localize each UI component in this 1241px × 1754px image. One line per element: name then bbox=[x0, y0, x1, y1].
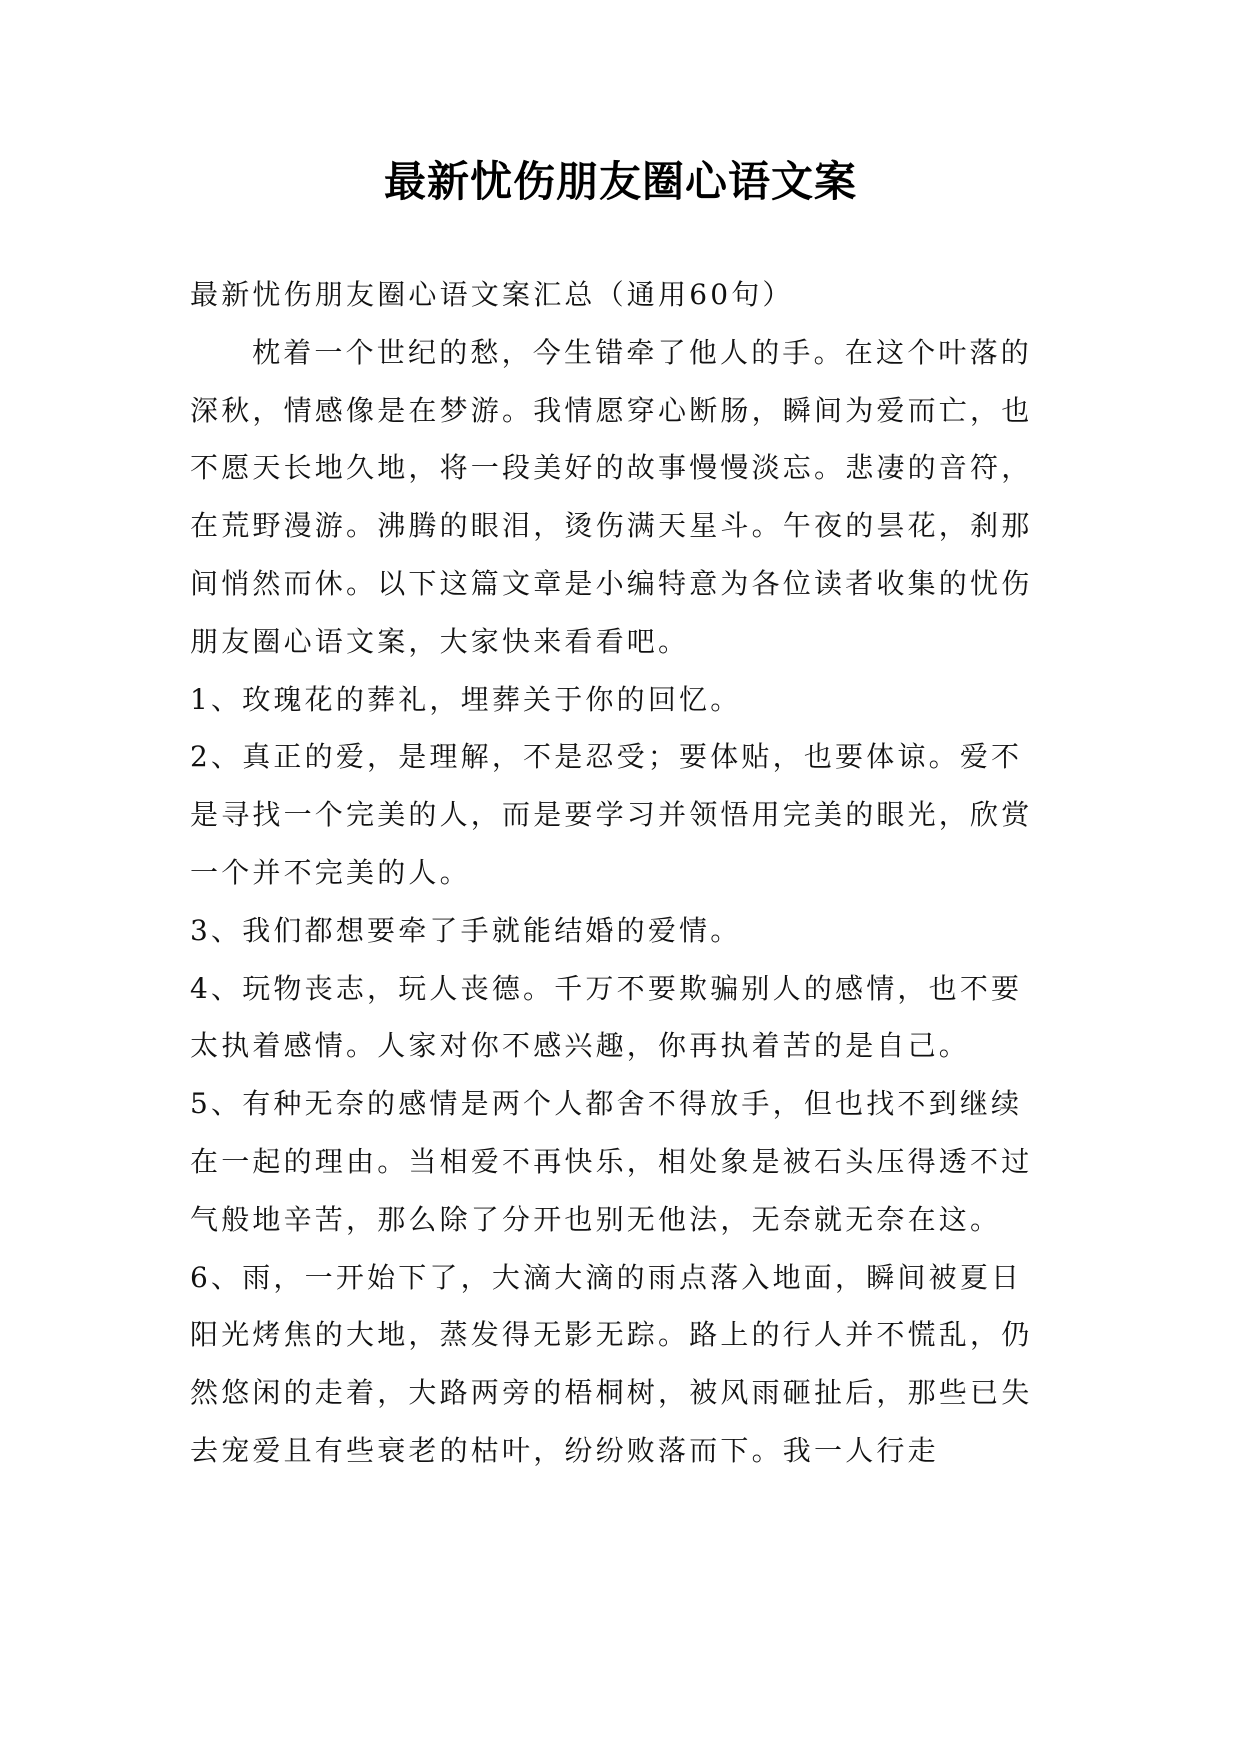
list-item-6: 6、雨，一开始下了，大滴大滴的雨点落入地面，瞬间被夏日阳光烤焦的大地，蒸发得无影无踪。路上的行人并不慌乱，仍然悠闲的走着，大路两旁的梧桐树，被风雨砸扯后，那些已失去宠爱且有些衰老的枯叶，纷纷败落而下。我一人行走 bbox=[190, 1260, 1033, 1467]
list-item-3: 3、我们都想要牵了手就能结婚的爱情。 bbox=[190, 913, 742, 947]
list-item-1: 1、玫瑰花的葬礼，埋葬关于你的回忆。 bbox=[190, 682, 742, 716]
document-body bbox=[190, 266, 1052, 1480]
list-item-4: 4、玩物丧志，玩人丧德。千万不要欺骗别人的感情，也不要太执着感情。人家对你不感兴趣，你再执着苦的是自己。 bbox=[190, 971, 1023, 1063]
list-item-5: 5、有种无奈的感情是两个人都舍不得放手，但也找不到继续在一起的理由。当相爱不再快乐，相处象是被石头压得透不过气般地辛苦，那么除了分开也别无他法，无奈就无奈在这。 bbox=[190, 1087, 1033, 1236]
intro-paragraph: 枕着一个世纪的愁，今生错牵了他人的手。在这个叶落的深秋，情感像是在梦游。我情愿穿心断肠，瞬间为爱而亡，也不愿天长地久地，将一段美好的故事慢慢淡忘。悲凄的音符，在荒野漫游。沸腾的眼泪，烫伤满天星斗。午夜的昙花，刹那间悄然而休。以下这篇文章是小编特意为各位读者收集的忧伤朋友圈心语文案，大家快来看看吧。 bbox=[190, 335, 1033, 658]
document-subtitle: 最新忧伤朋友圈心语文案汇总（通用60句） bbox=[190, 278, 794, 311]
list-item-2: 2、真正的爱，是理解，不是忍受；要体贴，也要体谅。爱不是寻找一个完美的人，而是要学习并领悟用完美的眼光，欣赏一个并不完美的人。 bbox=[190, 740, 1033, 889]
document-title: 最新忧伤朋友圈心语文案 bbox=[383, 157, 857, 206]
